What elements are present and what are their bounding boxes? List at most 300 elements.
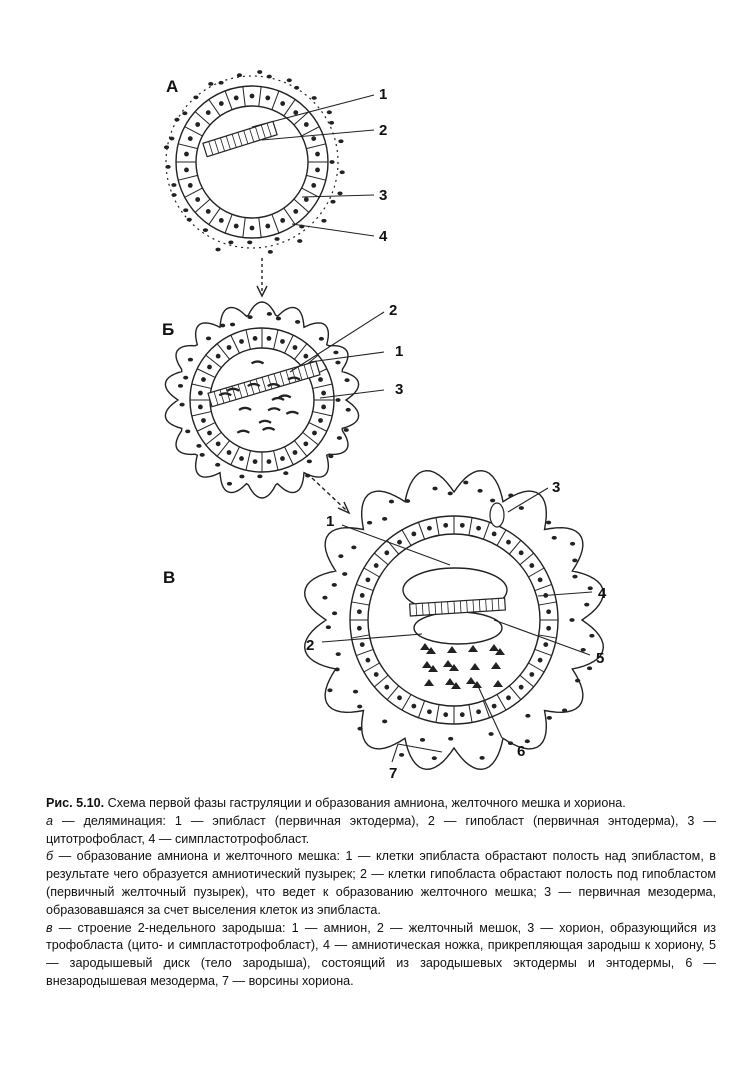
cytotrophoblast-nucleus [538, 658, 543, 663]
syncytiotrophoblast-nucleus [283, 471, 288, 475]
cytotrophoblast-wall [469, 518, 472, 536]
cytotrophoblast-wall [284, 99, 295, 115]
chorion-nucleus [382, 517, 387, 521]
cytotrophoblast-wall [402, 530, 411, 546]
syncytiotrophoblast-nucleus [328, 454, 333, 458]
cytotrophoblast-nucleus [384, 550, 389, 555]
cytotrophoblast-wall [309, 423, 327, 432]
chorion-nucleus [572, 575, 577, 579]
cytotrophoblast-nucleus [206, 209, 211, 214]
cytotrophoblast-wall [197, 369, 215, 378]
cytotrophoblast-nucleus [265, 224, 270, 229]
syncytiotrophoblast-nucleus [337, 191, 342, 195]
cytotrophoblast-nucleus [219, 218, 224, 223]
primary-mesoderm-cell [237, 431, 249, 433]
cytotrophoblast-wall [352, 602, 370, 605]
cytotrophoblast-wall [364, 568, 380, 577]
cytotrophoblast-wall [356, 649, 373, 655]
cytotrophoblast-nucleus [538, 577, 543, 582]
chorion-nucleus [432, 756, 437, 760]
syncytiotrophoblast-nucleus [183, 376, 188, 380]
epiblast-hypoblast-band [203, 121, 277, 156]
syncytiotrophoblast-nucleus [295, 320, 300, 324]
cytotrophoblast-nucleus [280, 339, 285, 344]
extraembryonic-mesoderm-cell [470, 663, 480, 670]
cytotrophoblast-wall [209, 208, 220, 224]
extraembryonic-mesoderm-cell [445, 678, 455, 685]
cytotrophoblast-nucleus [303, 441, 308, 446]
cytotrophoblast-nucleus [443, 523, 448, 528]
cytotrophoblast-wall [185, 188, 203, 197]
cytotrophoblast-nucleus [374, 672, 379, 677]
amniotic-stalk [490, 503, 504, 527]
chorion-nucleus [589, 634, 594, 638]
cytotrophoblast-wall [313, 384, 332, 388]
cytotrophoblast-wall [209, 99, 220, 115]
cytotrophoblast-nucleus [184, 168, 189, 173]
cytotrophoblast-wall [243, 218, 245, 238]
syncytiotrophoblast-nucleus [333, 351, 338, 355]
cytotrophoblast-wall [225, 214, 232, 233]
cytotrophoblast-wall [272, 91, 279, 110]
chorion-nucleus [519, 506, 524, 510]
cytotrophoblast-wall [436, 705, 439, 723]
cytotrophoblast-wall [285, 335, 294, 353]
chorion-nucleus [463, 481, 468, 485]
cytotrophoblast-nucleus [280, 218, 285, 223]
cytotrophoblast-wall [259, 218, 261, 238]
cytotrophoblast-nucleus [374, 563, 379, 568]
figure-caption [46, 795, 716, 991]
extraembryonic-mesoderm-cell [491, 662, 501, 669]
syncytiotrophoblast-nucleus [257, 474, 262, 478]
chorion-nucleus [546, 521, 551, 525]
extraembryonic-mesoderm-cell [424, 679, 434, 686]
cytotrophoblast-outer [176, 86, 328, 238]
chorion-nucleus [351, 546, 356, 550]
syncytiotrophoblast-nucleus [305, 474, 310, 478]
chorion-nucleus [357, 727, 362, 731]
cytotrophoblast-nucleus [546, 626, 551, 631]
cytotrophoblast-nucleus [216, 441, 221, 446]
cytotrophoblast-wall [306, 144, 325, 149]
panel-label-v: В [163, 568, 176, 587]
cytotrophoblast-nucleus [357, 626, 362, 631]
syncytiotrophoblast-nucleus [346, 408, 351, 412]
chorion-nucleus [525, 739, 530, 743]
cytotrophoblast-wall [192, 384, 211, 388]
caption-title-text: Схема первой фазы гаструляции и образования амниона, желточного мешка и хориона. [107, 796, 626, 810]
label-b-2: 2 [389, 302, 398, 319]
cytotrophoblast-nucleus [293, 209, 298, 214]
extraembryonic-mesoderm-cell [468, 645, 478, 652]
chorion-nucleus [581, 648, 586, 652]
cytotrophoblast-nucleus [198, 405, 203, 410]
caption-v-text: — строение 2-недельного зародыша: 1 — амнион, 2 — желточный мешок, 3 — хорион, образующийся из трофобласта (цито- и симпластотрофобласт), 4 — амниотическая ножка, прикрепляющая зародыш к хориону, 5 — зародышевый диск (тело зародыша), состоящий из зародышевых эктодермы и энтодермы, 6 — внезародышевая мезодерма, 7 — ворсины хориона. [46, 920, 717, 988]
cytotrophoblast-wall [192, 412, 211, 416]
syncytiotrophoblast-nucleus [227, 482, 232, 486]
primary-mesoderm-cell [252, 361, 264, 363]
chorion-nucleus [508, 741, 513, 745]
cytotrophoblast-nucleus [546, 609, 551, 614]
cytotrophoblast-wall [178, 144, 197, 149]
chorion-nucleus [588, 586, 593, 590]
panel-label-a: А [166, 77, 179, 96]
syncytiotrophoblast-nucleus [344, 378, 349, 382]
cytotrophoblast-nucleus [492, 532, 497, 537]
cytotrophoblast-wall [231, 335, 240, 353]
syncytiotrophoblast-nucleus [344, 428, 349, 432]
chorion-nucleus [488, 732, 493, 736]
chorion-nucleus [353, 690, 358, 694]
cytotrophoblast-wall [185, 127, 203, 136]
syncytiotrophoblast-nucleus [220, 324, 225, 328]
chorion-nucleus [322, 596, 327, 600]
syncytiotrophoblast-nucleus [208, 82, 213, 86]
cytotrophoblast-wall [535, 649, 552, 655]
diagram-a-delamination [164, 70, 345, 254]
label-v-3: 3 [552, 479, 561, 496]
syncytiotrophoblast-nucleus [182, 111, 187, 115]
label-b-1: 1 [395, 343, 404, 360]
cytotrophoblast-wall [469, 705, 472, 723]
chorion-nucleus [570, 542, 575, 546]
cytotrophoblast-nucleus [411, 704, 416, 709]
cytotrophoblast-nucleus [239, 339, 244, 344]
chorion-nucleus [357, 705, 362, 709]
syncytiotrophoblast-nucleus [239, 475, 244, 479]
cytotrophoblast-nucleus [207, 431, 212, 436]
chorion-nucleus [575, 679, 580, 683]
chorion-nucleus [327, 688, 332, 692]
label-v-4: 4 [598, 585, 607, 602]
syncytiotrophoblast-nucleus [188, 358, 193, 362]
primary-mesoderm-cell [259, 421, 271, 423]
caption-b-text: — образование амниона и желточного мешка: 1 — клетки эпибласта обрастают полость над эпибластом, в результате чего образуется амниотический пузырек; 2 — клетки гипобласта обрастают полость под гипобластом (первичный желточный пузырек), что ведет к образованию желточного мешка; 3 — первичная мезодерма, образовавшаяся за счет выселения клеток из эпибласта. [46, 849, 716, 917]
syncytiotrophoblast-nucleus [312, 96, 317, 100]
chorion-nucleus [479, 756, 484, 760]
cytotrophoblast-nucleus [188, 183, 193, 188]
cytotrophoblast-nucleus [315, 168, 320, 173]
syncytiotrophoblast-nucleus [335, 398, 340, 402]
chorion-nucleus [336, 652, 341, 656]
caption-b-letter: б [46, 849, 54, 864]
extraembryonic-mesoderm-cell [422, 661, 432, 668]
caption-v [46, 920, 716, 991]
cytotrophoblast-wall [285, 447, 294, 465]
cytotrophoblast-wall [243, 87, 245, 107]
primary-mesoderm-cell [286, 412, 298, 414]
chorion-nucleus [448, 737, 453, 741]
cytotrophoblast-wall [259, 87, 261, 107]
extraembryonic-mesoderm-cell [493, 680, 503, 687]
syncytiotrophoblast-nucleus [335, 361, 340, 365]
cytotrophoblast-nucleus [239, 456, 244, 461]
syncytiotrophoblast-nucleus [257, 70, 262, 74]
cytotrophoblast-nucleus [397, 540, 402, 545]
chorion-nucleus [584, 603, 589, 607]
cytotrophoblast-nucleus [216, 354, 221, 359]
cytotrophoblast-nucleus [293, 450, 298, 455]
cytotrophoblast-wall [528, 663, 544, 672]
cytotrophoblast-nucleus [411, 532, 416, 537]
caption-a [46, 813, 716, 849]
syncytiotrophoblast-nucleus [203, 228, 208, 232]
cytotrophoblast-wall [274, 451, 278, 470]
syncytiotrophoblast-nucleus [247, 315, 252, 319]
cytotrophoblast-wall [356, 584, 373, 590]
cytotrophoblast-nucleus [234, 224, 239, 229]
cytotrophoblast-nucleus [311, 183, 316, 188]
syncytiotrophoblast-nucleus [200, 453, 205, 457]
syncytiotrophoblast-nucleus [321, 219, 326, 223]
chorion-nucleus [562, 708, 567, 712]
label-a-1: 1 [379, 86, 388, 103]
cytotrophoblast-nucleus [188, 136, 193, 141]
cytotrophoblast-nucleus [460, 712, 465, 717]
syncytiotrophoblast-nucleus [185, 430, 190, 434]
cytotrophoblast-nucleus [227, 450, 232, 455]
cytotrophoblast-nucleus [492, 704, 497, 709]
cytotrophoblast-wall [246, 330, 250, 349]
syncytiotrophoblast-nucleus [307, 459, 312, 463]
syncytiotrophoblast-nucleus [178, 384, 183, 388]
chorion-nucleus [335, 668, 340, 672]
syncytiotrophoblast-nucleus [276, 317, 281, 321]
cytotrophoblast-nucleus [265, 96, 270, 101]
cytotrophoblast-nucleus [476, 709, 481, 714]
label-v-5: 5 [596, 650, 605, 667]
cytotrophoblast-inner [196, 106, 308, 218]
cytotrophoblast-wall [418, 701, 424, 718]
syncytiotrophoblast-nucleus [287, 78, 292, 82]
chorion-nucleus [477, 489, 482, 493]
cytotrophoblast-nucleus [312, 431, 317, 436]
syncytiotrophoblast-nucleus [206, 336, 211, 340]
label-v-2: 2 [306, 637, 315, 654]
primary-mesoderm-cell [272, 398, 284, 400]
syncytiotrophoblast-nucleus [274, 237, 279, 241]
cytotrophoblast-nucleus [360, 593, 365, 598]
syncytiotrophoblast-nucleus [215, 248, 220, 252]
cytotrophoblast-nucleus [198, 391, 203, 396]
chorion-nucleus [332, 611, 337, 615]
cytotrophoblast-nucleus [304, 197, 309, 202]
cytotrophoblast-nucleus [315, 152, 320, 157]
cytotrophoblast-nucleus [195, 122, 200, 127]
cytotrophoblast-wall [497, 694, 506, 710]
cytotrophoblast-outer [350, 516, 558, 724]
chorion-nucleus [587, 666, 592, 670]
cytotrophoblast-nucleus [543, 642, 548, 647]
syncytiotrophoblast-nucleus [267, 312, 272, 316]
caption-title [46, 795, 716, 813]
cytotrophoblast-nucleus [366, 658, 371, 663]
chorion-nucleus [326, 625, 331, 629]
cytotrophoblast-nucleus [195, 197, 200, 202]
diagram-v-two-week-embryo [305, 471, 604, 770]
cytotrophoblast-nucleus [219, 101, 224, 106]
cytotrophoblast-nucleus [360, 642, 365, 647]
caption-a-letter: а [46, 813, 54, 828]
cytotrophoblast-nucleus [293, 110, 298, 115]
yolk-sac [414, 612, 502, 644]
syncytiotrophoblast-nucleus [268, 250, 273, 254]
cytotrophoblast-nucleus [184, 152, 189, 157]
cytotrophoblast-wall [528, 568, 544, 577]
chorion-nucleus [389, 500, 394, 504]
cytotrophoblast-wall [284, 208, 295, 224]
cytotrophoblast-nucleus [227, 345, 232, 350]
cytotrophoblast-nucleus [476, 526, 481, 531]
cytotrophoblast-wall [352, 635, 370, 638]
cytotrophoblast-wall [178, 175, 197, 180]
figure-number: Рис. 5.10. [46, 796, 105, 810]
label-v-7: 7 [389, 765, 398, 780]
syncytiotrophoblast-nucleus [179, 403, 184, 407]
cytotrophoblast-nucleus [253, 459, 258, 464]
syncytiotrophoblast-nucleus [330, 200, 335, 204]
cytotrophoblast-nucleus [460, 523, 465, 528]
chorion-nucleus [569, 618, 574, 622]
cytotrophoblast-wall [302, 188, 320, 197]
syncytiotrophoblast-nucleus [228, 240, 233, 244]
cytotrophoblast-nucleus [519, 685, 524, 690]
label-a-3: 3 [379, 187, 388, 204]
chorion-nucleus [405, 499, 410, 503]
cytotrophoblast-wall [231, 447, 240, 465]
cytotrophoblast-nucleus [321, 405, 326, 410]
primary-mesoderm-cell [279, 395, 291, 397]
primary-mesoderm-cell [239, 408, 251, 410]
cytotrophoblast-nucleus [506, 695, 511, 700]
extraembryonic-mesoderm-cell [466, 677, 476, 684]
extraembryonic-mesoderm-cell [447, 646, 457, 653]
cytotrophoblast-nucleus [201, 377, 206, 382]
cytotrophoblast-nucleus [318, 418, 323, 423]
cytotrophoblast-nucleus [519, 550, 524, 555]
cytotrophoblast-nucleus [293, 345, 298, 350]
syncytiotrophoblast-nucleus [183, 208, 188, 212]
extraembryonic-mesoderm-cell [443, 660, 453, 667]
cytotrophoblast-wall [539, 602, 557, 605]
chorion-nucleus [342, 572, 347, 576]
germ-disc-band [208, 361, 320, 406]
cytotrophoblast-wall [246, 451, 250, 470]
cytotrophoblast-nucleus [529, 563, 534, 568]
cytotrophoblast-nucleus [250, 94, 255, 99]
cytotrophoblast-wall [535, 584, 552, 590]
syncytiotrophoblast-nucleus [196, 444, 201, 448]
cytotrophoblast-nucleus [207, 365, 212, 370]
cytotrophoblast-nucleus [443, 712, 448, 717]
chorion-nucleus [547, 716, 552, 720]
caption-v-letter: в [46, 920, 53, 935]
syncytiotrophoblast-nucleus [171, 193, 176, 197]
cytotrophoblast-nucleus [201, 418, 206, 423]
caption-a-text: — деляминация: 1 — эпибласт (первичная эктодерма), 2 — гипобласт (первичная энтодерма), 3 — цитотрофобласт, 4 — симпластотрофобласт. [46, 813, 716, 846]
primary-mesoderm-cell [268, 408, 280, 410]
syncytiotrophoblast-nucleus [297, 239, 302, 243]
cytotrophoblast-nucleus [427, 709, 432, 714]
label-a-4: 4 [379, 228, 388, 245]
chorion-nucleus [552, 536, 557, 540]
cytotrophoblast-nucleus [384, 685, 389, 690]
cytotrophoblast-nucleus [318, 377, 323, 382]
cytotrophoblast-wall [436, 518, 439, 536]
label-v-6: 6 [517, 743, 526, 760]
embryonic-disc [410, 598, 506, 616]
cytotrophoblast-nucleus [303, 354, 308, 359]
diagram-b-amnion-yolk-sac [165, 302, 358, 498]
chorion-nucleus [432, 487, 437, 491]
cytotrophoblast-nucleus [397, 695, 402, 700]
caption-b [46, 848, 716, 919]
chorion-nucleus [338, 554, 343, 558]
cytotrophoblast-wall [197, 423, 215, 432]
label-a-2: 2 [379, 122, 388, 139]
syncytiotrophoblast-nucleus [329, 121, 334, 125]
chorion-nucleus [490, 499, 495, 503]
chorion-nucleus [508, 494, 513, 498]
syncytiotrophoblast-nucleus [329, 160, 334, 164]
cytotrophoblast-nucleus [206, 110, 211, 115]
cytotrophoblast-nucleus [280, 456, 285, 461]
cytotrophoblast-nucleus [234, 96, 239, 101]
syncytiotrophoblast-nucleus [327, 110, 332, 114]
chorion-nucleus [399, 753, 404, 757]
extraembryonic-mesoderm-cell [420, 643, 430, 650]
cytotrophoblast-wall [225, 91, 232, 110]
cytotrophoblast-nucleus [321, 391, 326, 396]
cytotrophoblast-inner [368, 534, 540, 706]
label-b-3: 3 [395, 381, 404, 398]
cytotrophoblast-nucleus [267, 336, 272, 341]
cytotrophoblast-nucleus [267, 459, 272, 464]
chorion-nucleus [332, 583, 337, 587]
cytotrophoblast-nucleus [280, 101, 285, 106]
chorion-nucleus [572, 559, 577, 563]
cytotrophoblast-wall [364, 663, 380, 672]
cytotrophoblast-wall [272, 214, 279, 233]
cytotrophoblast-nucleus [253, 336, 258, 341]
cytotrophoblast-nucleus [366, 577, 371, 582]
chorion-nucleus [448, 492, 453, 496]
cytotrophoblast-wall [497, 530, 506, 546]
syncytiotrophoblast-nucleus [337, 436, 342, 440]
cytotrophoblast-nucleus [311, 136, 316, 141]
chorion-nucleus [382, 720, 387, 724]
cytotrophoblast-nucleus [506, 540, 511, 545]
cytotrophoblast-wall [274, 330, 278, 349]
chorion-nucleus [420, 738, 425, 742]
cytotrophoblast-wall [418, 522, 424, 539]
cytotrophoblast-wall [313, 412, 332, 416]
syncytiotrophoblast-nucleus [340, 170, 345, 174]
cytotrophoblast-nucleus [250, 226, 255, 231]
syncytiotrophoblast-nucleus [237, 73, 242, 77]
primary-mesoderm-cell [263, 428, 275, 430]
cytotrophoblast-nucleus [357, 609, 362, 614]
panel-label-b: Б [162, 320, 175, 339]
embryonic-disc-outline [410, 598, 506, 616]
cytotrophoblast-nucleus [304, 122, 309, 127]
syncytiotrophoblast-nucleus [230, 323, 235, 327]
cytotrophoblast-nucleus [529, 672, 534, 677]
label-v-1: 1 [326, 513, 335, 530]
cytotrophoblast-wall [402, 694, 411, 710]
syncytiotrophoblast-nucleus [171, 183, 176, 187]
